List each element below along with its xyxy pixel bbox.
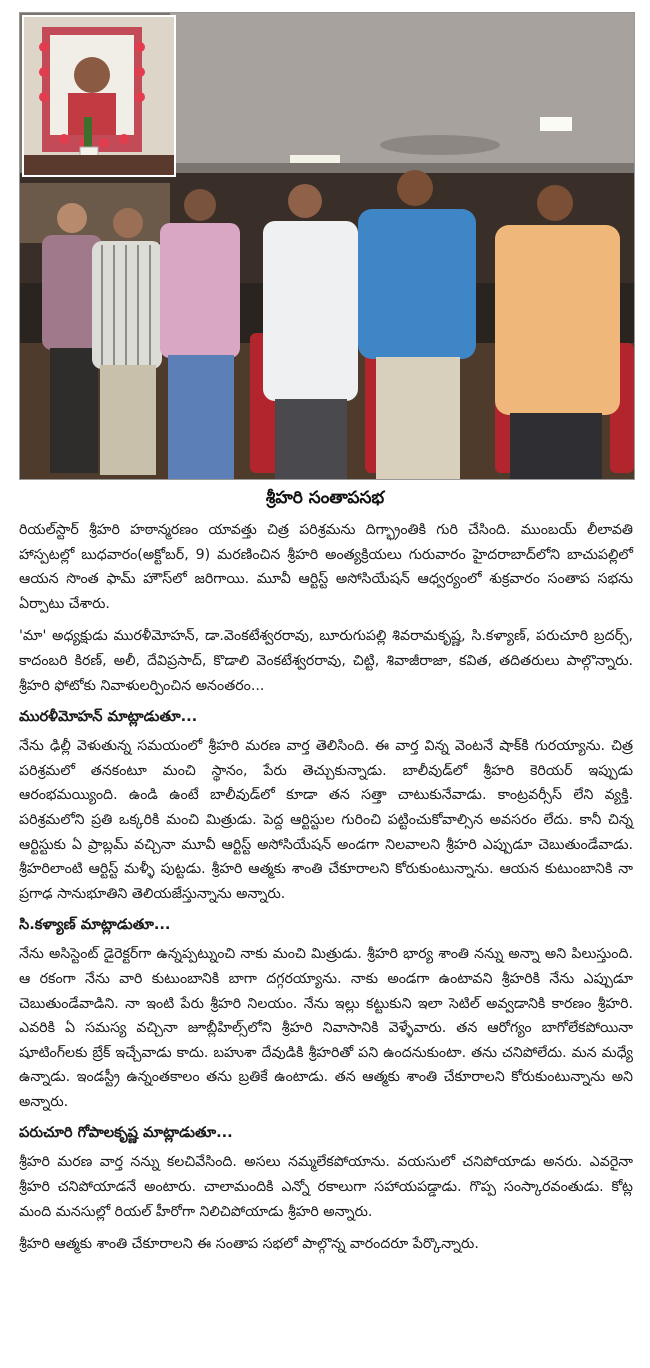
memorial-photo [19,12,635,480]
tribute-photo-inset [22,15,176,177]
person [160,189,240,479]
person [263,184,358,479]
intro-paragraph: రియల్‌స్టార్ శ్రీహరి హఠాన్మరణం యావత్తు చిత్ర పరిశ్రమను దిగ్భ్రాంతికి గురి చేసింది. ముంబయ్ లీలావతి హాస్పటల్లో బుధవారం(అక్టోబర్, 9) మరణించిన శ్రీహరి అంత్యక్రియలు గురువారం హైదరాబాద్‌లోని బాచుపల్లిలో ఆయన సొంత ఫామ్ హౌస్‌లో జరిగాయి. మూవీ ఆర్టిస్ట్ అసోసియేషన్ ఆధ్వర్యంలో శుక్రవారం సంతాప సభను ఏర్పాటు చేశారు. [19,522,633,612]
section-paragraph: శ్రీహరి మరణ వార్త నన్ను కలచివేసింది. అసలు నమ్మలేకపోయాను. వయసులో చనిపోయాడు అనరు. ఎవరైనా శ్రీహరి చనిపోయాడనే అంటారు. చాలామందికి ఎన్నో రకాలుగా సహాయపడ్డాడు. గొప్ప సంస్కారవంతుడు. కోట్ల మంది మనసుల్లో రియల్ హీరోగా నిలిచిపోయాడు శ్రీహరి అన్నారు. [19,1154,633,1220]
section-heading: పరుచూరి గోపాలకృష్ణ మాట్లాడుతూ... [19,1124,233,1142]
section-paragraph: నేను అసిస్టెంట్ డైరెక్టర్‌గా ఉన్నప్పట్నుంచి నాకు మంచి మిత్రుడు. శ్రీహరి భార్య శాంతి నన్ను అన్నా అని పిలుస్తుంది. ఆ రకంగా నేను వారి కుటుంబానికి బాగా దగ్గరయ్యాను. నాకు అండగా ఉంటావని శ్రీహరికి నేను ఎప్పుడూ చెబుతుండేవాడిని. నా ఇంటి పేరు శ్రీహరి నిలయం. నేను ఇల్లు కట్టుకుని ఇలా సెటిల్ అవ్వడానికి కారణం శ్రీహరి. ఎవరికి ఏ సమస్య వచ్చినా జూబ్లీహిల్స్‌లోని శ్రీహరి నివాసానికి వెళ్ళేవారు. తన ఆరోగ్యం బాగోలేకపోయినా షూటింగ్‌లకు బ్రేక్ ఇచ్చేవాడు కాదు. బహుశా దేవుడికి శ్రీహరితో పని ఉందనుకుంటా. తను చనిపోలేదు. మన మధ్యే ఉన్నాడు. ఇండస్ట్రీ ఉన్నంతకాలం తను బ్రతికే ఉంటాడు. తన ఆత్మకు శాంతి చేకూరాలని కోరుకుంటున్నాను అని అన్నారు. [19,946,633,1110]
section-heading: మురళీమోహన్ మాట్లాడుతూ... [19,708,198,726]
section-heading: సి.కళ్యాణ్ మాట్లాడుతూ... [19,916,171,934]
page-title: శ్రీహరి సంతాపసభ [265,488,385,508]
closing-paragraph: శ్రీహరి ఆత్మకు శాంతి చేకూరాలని ఈ సంతాప సభలో పాల్గొన్న వారందరూ పేర్కొన్నారు. [19,1236,479,1253]
intro-paragraph: 'మా' అధ్యక్షుడు మురళీమోహన్, డా.వెంకటేశ్వరరావు, బూరుగుపల్లి శివరామకృష్ణ, సి.కళ్యాణ్, పరుచూరి బ్రదర్స్, కాదంబరి కిరణ్, అలీ, దేవిప్రసాద్, కొడాలి వెంకటేశ్వరరావు, చిట్టి, శివాజీరాజా, కవిత, తదితరులు పాల్గొన్నారు. శ్రీహరి ఫోటోకు నివాళులర్పించిన అనంతరం... [19,628,633,694]
section-paragraph: నేను ఢిల్లీ వెళుతున్న సమయంలో శ్రీహరి మరణ వార్త తెలిసింది. ఈ వార్త విన్న వెంటనే షాక్‌కి గురయ్యాను. చిత్ర పరిశ్రమలో తనకంటూ మంచి స్థానం, పేరు తెచ్చుకున్నాడు. బాలీవుడ్‌లో శ్రీహరి కెరియర్ ఇప్పుడు ఆరంభమయ్యింది. ఉండి ఉంటే బాలీవుడ్‌లో కూడా తన సత్తా చాటుకునేవాడు. కాంట్రవర్సీస్ లేని వ్యక్తి. పరిశ్రమలోని ప్రతి ఒక్కరికి మంచి మిత్రుడు. పెద్ద ఆర్టిస్టుల గురించి పట్టించుకోవాల్సిన అవసరం లేదు. కానీ చిన్న ఆర్టిస్టుకు ఏ ప్రాబ్లమ్ వచ్చినా మూవీ ఆర్టిస్ట్ అసోసియేషన్ అండగా నిలవాలని శ్రీహరి ఎప్పుడూ చెబుతుండేవాడు. శ్రీహరిలాంటి ఆర్టిస్ట్ మళ్ళీ పుట్టడు. శ్రీహరి ఆత్మకు శాంతి చేకూరాలని కోరుకుంటున్నాను. ఆయన కుటుంబానికి నా ప్రగాఢ సానుభూతిని తెలియజేస్తున్నాను అన్నారు. [19,738,633,902]
person [495,185,620,479]
article-body [19,518,633,1265]
portrait-frame [24,17,174,175]
person [92,208,162,475]
